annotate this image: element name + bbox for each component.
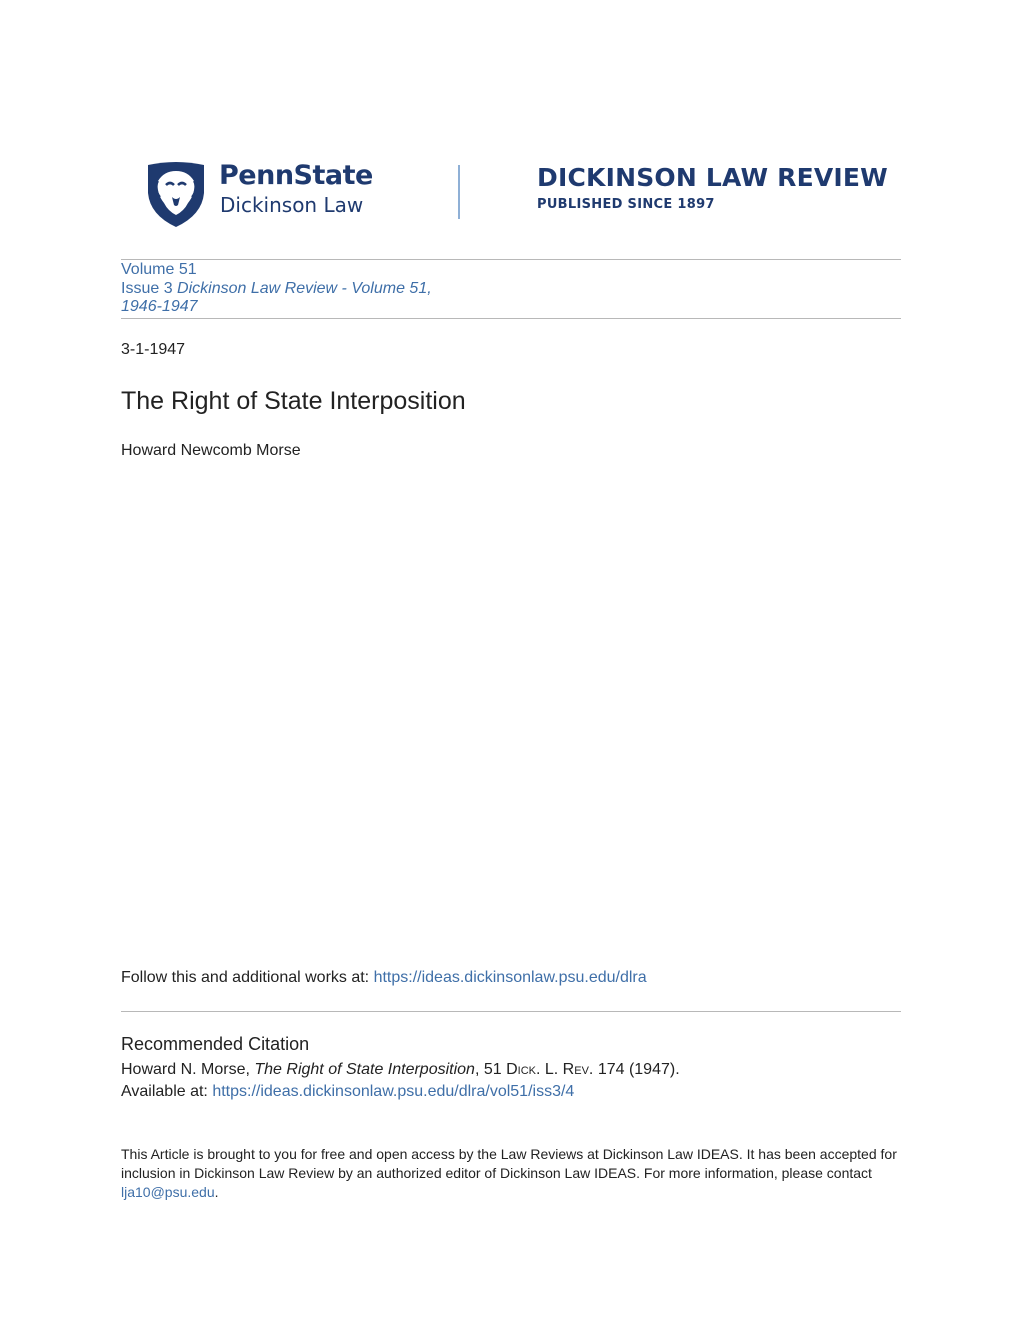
citation-pages: . 174 (1947). bbox=[588, 1061, 680, 1078]
collection-title-line1: Dickinson Law Review - Volume 51, bbox=[177, 279, 432, 297]
citation-journal-ick: ick bbox=[517, 1061, 536, 1078]
top-rule bbox=[121, 259, 901, 260]
access-note-end: . bbox=[214, 1184, 219, 1200]
volume-link[interactable]: Volume 51 bbox=[121, 261, 197, 278]
citation-journal-d: D bbox=[506, 1061, 518, 1078]
citation-text bbox=[121, 1059, 680, 1081]
journal-tagline: PUBLISHED SINCE 1897 bbox=[537, 197, 715, 212]
citation-volume: , 51 bbox=[474, 1061, 507, 1078]
issue-info bbox=[121, 261, 432, 317]
article-author: Howard Newcomb Morse bbox=[121, 442, 301, 459]
available-prefix: Available at: bbox=[121, 1083, 213, 1100]
follow-prefix: Follow this and additional works at: bbox=[121, 969, 374, 986]
citation-body bbox=[121, 1059, 680, 1103]
citation-author: Howard N. Morse, bbox=[121, 1061, 255, 1078]
citation-title: The Right of State Interposition bbox=[254, 1061, 475, 1078]
publication-date: 3-1-1947 bbox=[121, 341, 186, 358]
issue-rule bbox=[121, 318, 901, 319]
follow-link[interactable]: https://ideas.dickinsonlaw.psu.edu/dlra bbox=[373, 969, 647, 986]
citation-journal-ev: ev bbox=[574, 1061, 589, 1078]
journal-name: DICKINSON LAW REVIEW bbox=[537, 163, 888, 192]
logo-subtitle: Dickinson Law bbox=[220, 193, 364, 217]
access-note bbox=[121, 1145, 901, 1202]
collection-title-line2: 1946-1947 bbox=[121, 298, 198, 315]
follow-line bbox=[121, 969, 647, 987]
citation-rule bbox=[121, 1011, 901, 1012]
masthead-divider bbox=[458, 165, 460, 219]
logo-wordmark: PennState bbox=[219, 160, 373, 191]
issue-link[interactable]: Issue 3 bbox=[121, 279, 173, 297]
citation-journal-l: . L. R bbox=[536, 1061, 575, 1078]
available-link[interactable]: https://ideas.dickinsonlaw.psu.edu/dlra/vol51/iss3/4 bbox=[212, 1083, 575, 1100]
nittany-lion-shield-icon bbox=[144, 159, 208, 229]
article-title: The Right of State Interposition bbox=[121, 387, 466, 415]
citation-heading: Recommended Citation bbox=[121, 1034, 310, 1054]
collection-link-cont[interactable] bbox=[121, 298, 198, 315]
contact-email-link[interactable]: lja10@psu.edu bbox=[121, 1184, 215, 1200]
collection-link[interactable] bbox=[177, 280, 432, 297]
access-note-text: This Article is brought to you for free and open access by the Law Reviews at Dickinson Law IDEAS. It has been accepted for inclusion in Dickinson Law Review by an authorized editor of Dickinson Law IDEAS. For more information, please contact bbox=[121, 1146, 897, 1181]
citation-available bbox=[121, 1081, 680, 1103]
